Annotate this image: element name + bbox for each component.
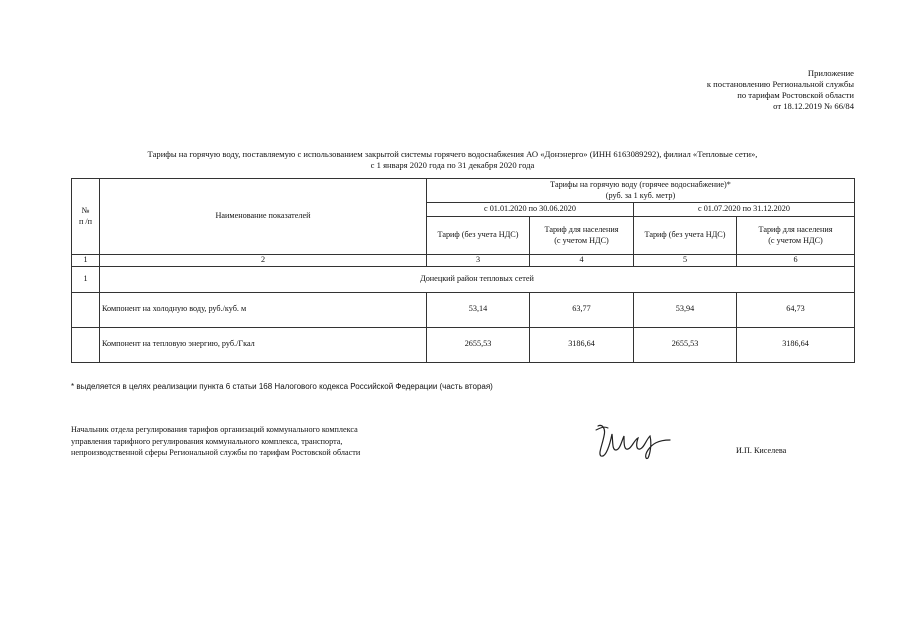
cell-value: 2655,53 [634, 327, 737, 362]
row-number [72, 292, 100, 327]
title-line-1: Тарифы на горячую воду, поставляемую с использованием закрытой системы горячего водоснабжения АО «Донэнерго» (ИНН 6163089292), филиал «Тепловые сети», [147, 149, 758, 159]
appendix-line-4: от 18.12.2019 № 66/84 [773, 101, 854, 111]
row-name: Компонент на тепловую энергию, руб./Гкал [100, 327, 427, 362]
header-period-1: с 01.01.2020 по 30.06.2020 [427, 203, 634, 217]
cell-value: 53,14 [427, 292, 530, 327]
header-tariff-no-vat-1: Тариф (без учета НДС) [427, 217, 530, 255]
section-title: Донецкий район тепловых сетей [100, 266, 855, 292]
appendix-line-2: к постановлению Региональной службы [706, 79, 854, 89]
title-line-2: с 1 января 2020 года по 31 декабря 2020 года [370, 160, 535, 170]
tariff-table [71, 178, 855, 363]
appendix-header [707, 68, 854, 112]
column-index: 4 [530, 255, 634, 267]
signer-position [71, 424, 360, 459]
cell-value: 64,73 [737, 292, 855, 327]
table-row [72, 292, 855, 327]
header-period-2: с 01.07.2020 по 31.12.2020 [634, 203, 855, 217]
header-tariff-no-vat-2: Тариф (без учета НДС) [634, 217, 737, 255]
column-index-row [72, 255, 855, 267]
section-number: 1 [72, 266, 100, 292]
table-row [72, 327, 855, 362]
header-tariff-population-2: Тариф для населения (с учетом НДС) [737, 217, 855, 255]
column-index: 5 [634, 255, 737, 267]
cell-value: 3186,64 [530, 327, 634, 362]
column-index: 3 [427, 255, 530, 267]
column-index: 2 [100, 255, 427, 267]
header-number: № п /п [72, 179, 100, 255]
signer-position-line-1: Начальник отдела регулирования тарифов организаций коммунального комплекса [71, 425, 358, 434]
appendix-line-3: по тарифам Ростовской области [737, 90, 854, 100]
signer-name: И.П. Киселева [736, 446, 787, 455]
appendix-line-1: Приложение [807, 68, 854, 78]
row-number [72, 327, 100, 362]
handwritten-signature [592, 416, 674, 462]
header-tariff-population-1: Тариф для населения (с учетом НДС) [530, 217, 634, 255]
signer-position-line-2: управления тарифного регулирования коммунального комплекса, транспорта, [71, 436, 343, 446]
section-row [72, 266, 855, 292]
signer-position-line-3: непроизводственной сферы Региональной службы по тарифам Ростовской области [71, 448, 361, 457]
cell-value: 3186,64 [737, 327, 855, 362]
cell-value: 63,77 [530, 292, 634, 327]
row-name: Компонент на холодную воду, руб./куб. м [100, 292, 427, 327]
header-name: Наименование показателей [100, 179, 427, 255]
header-tariff-group: Тарифы на горячую воду (горячее водоснабжение)* (руб. за 1 куб. метр) [427, 179, 855, 203]
document-title [0, 149, 905, 171]
cell-value: 53,94 [634, 292, 737, 327]
cell-value: 2655,53 [427, 327, 530, 362]
column-index: 6 [737, 255, 855, 267]
column-index: 1 [72, 255, 100, 267]
footnote: * выделяется в целях реализации пункта 6 статьи 168 Налогового кодекса Российской Федерации (часть вторая) [71, 382, 493, 391]
